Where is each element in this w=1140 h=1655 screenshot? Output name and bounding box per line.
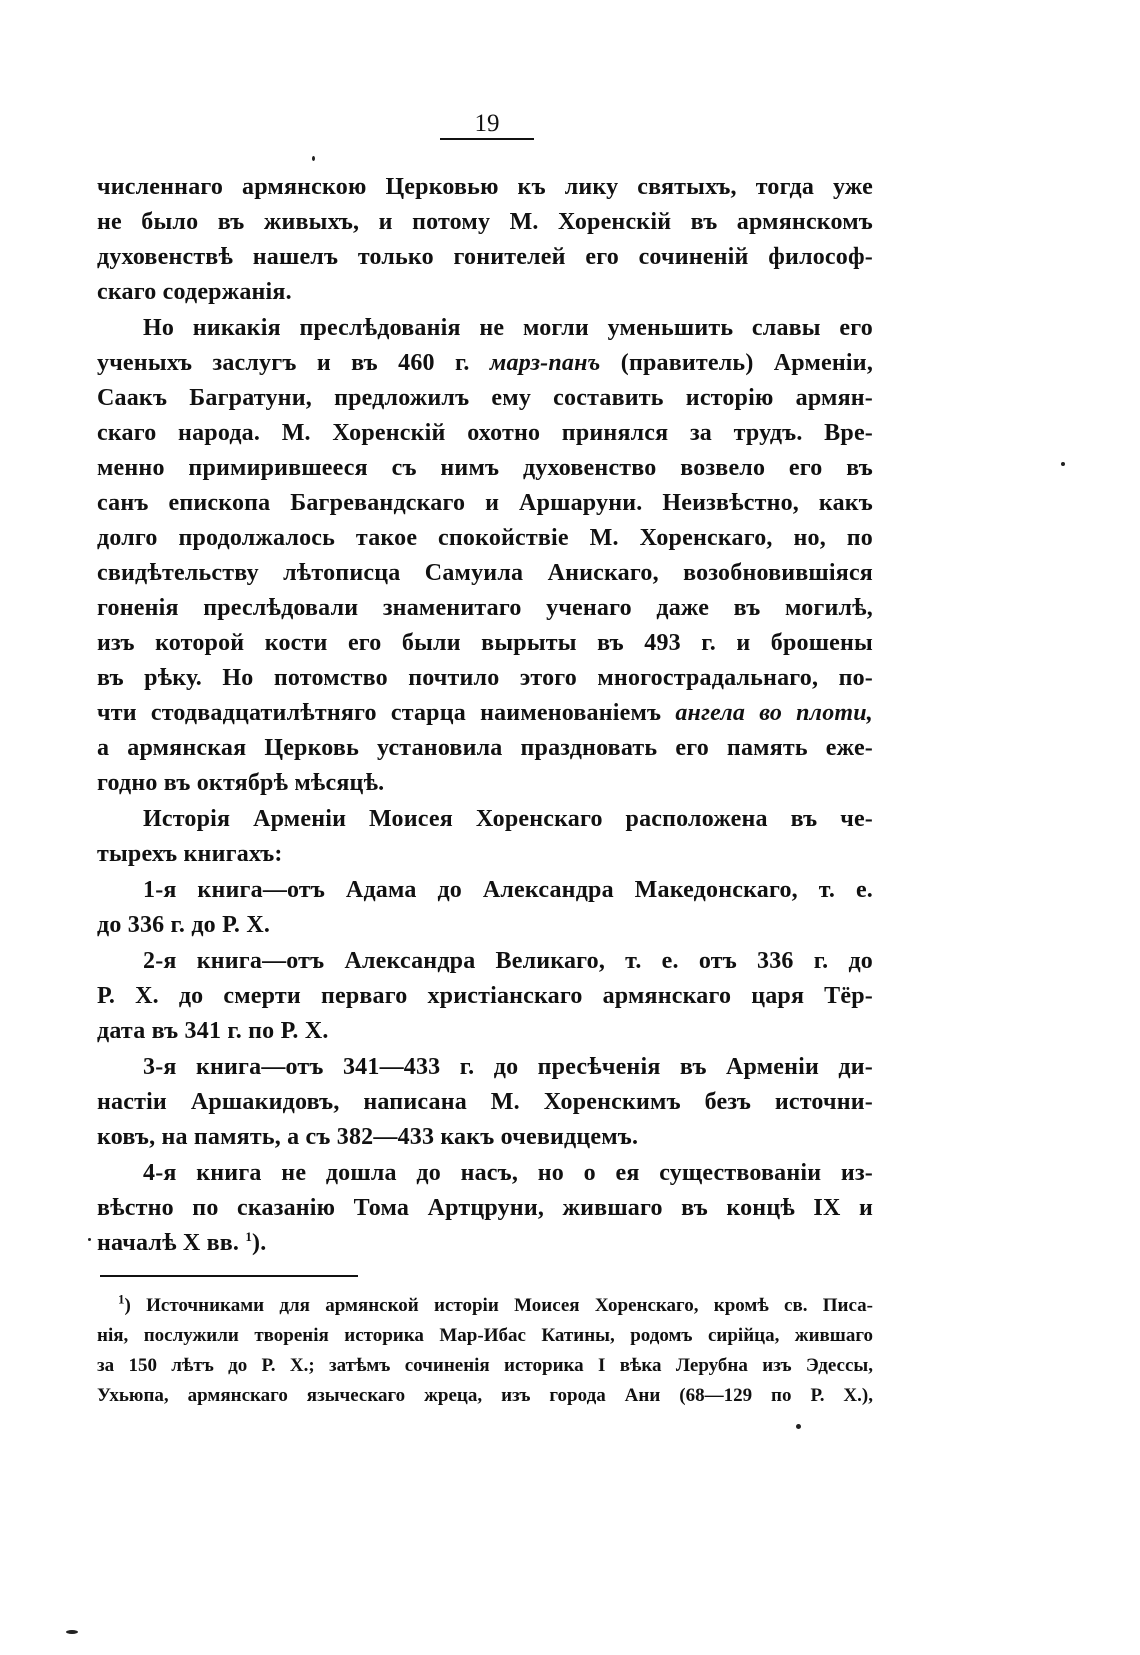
body-line: въ рѣку. Но потомство почтило этого многострадальнаго, по- — [97, 665, 873, 691]
book-list-item-4: 4-я книга не дошла до насъ, но о ея существованіи из- — [143, 1160, 873, 1186]
body-line: ковъ, на память, а съ 382—433 какъ очевидцемъ. — [97, 1124, 639, 1150]
body-line: свидѣтельству лѣтописца Самуила Анискаго, возобновившіяся — [97, 560, 873, 586]
body-line: Исторія Арменіи Моисея Хоренскаго расположена въ че- — [143, 806, 873, 832]
body-line: настіи Аршакидовъ, написана М. Хоренскимъ безъ источни- — [97, 1089, 873, 1115]
body-text-segment: ученыхъ заслугъ и въ 460 г. — [97, 350, 470, 376]
footnote-line — [118, 1292, 873, 1320]
body-line: духовенствѣ нашелъ только гонителей его сочиненій философ- — [97, 244, 873, 270]
page-number: 19 — [474, 110, 500, 137]
footnote-line: Ухьюпа, армянскаго языческаго жреца, изъ города Ани (68—129 по Р. Х.), — [97, 1385, 873, 1406]
body-line-with-italic — [97, 348, 873, 378]
body-line: численнаго армянскою Церковью къ лику святыхъ, тогда уже — [97, 174, 873, 200]
body-line: скаго народа. М. Хоренскій охотно принялся за трудъ. Вре- — [97, 420, 873, 446]
body-text-segment: (правитель) Арменіи, — [620, 350, 874, 376]
body-line: не было въ живыхъ, и потому М. Хоренскій въ армянскомъ — [97, 209, 873, 235]
body-line: Р. Х. до смерти перваго христіанскаго армянскаго царя Тёр- — [97, 983, 873, 1009]
body-line: санъ епископа Багревандскаго и Аршаруни. Неизвѣстно, какъ — [97, 490, 873, 516]
print-speck — [312, 156, 315, 161]
footnote-separator — [100, 1275, 358, 1277]
body-line-with-footnote-ref — [97, 1228, 873, 1258]
body-line: до 336 г. до Р. Х. — [97, 912, 271, 938]
print-speck — [88, 1238, 91, 1241]
italic-term: ангела во плоти, — [675, 700, 874, 726]
footnote-marker: 1 — [118, 1291, 125, 1307]
body-line: гоненія преслѣдовали знаменитаго ученаго даже въ могилѣ, — [97, 595, 873, 621]
body-text-segment: началѣ X вв. — [97, 1230, 240, 1256]
body-line: скаго содержанія. — [97, 279, 292, 305]
book-list-item-2: 2-я книга—отъ Александра Великаго, т. е. отъ 336 г. до — [143, 948, 873, 974]
body-line: годно въ октябрѣ мѣсяцѣ. — [97, 770, 385, 796]
book-list-item-1: 1-я книга—отъ Адама до Александра Македонскаго, т. е. — [143, 877, 873, 903]
print-speck — [796, 1424, 801, 1429]
body-line: а армянская Церковь установила праздновать его память еже- — [97, 735, 873, 761]
print-speck — [66, 1630, 78, 1634]
body-line: вѣстно по сказанію Тома Артцруни, жившаго въ концѣ IX и — [97, 1195, 873, 1221]
footnote-line: за 150 лѣтъ до Р. Х.; затѣмъ сочиненія историка I вѣка Лерубна изъ Эдессы, — [97, 1355, 873, 1376]
body-line: изъ которой кости его были вырыты въ 493 г. и брошены — [97, 630, 873, 656]
body-line: Саакъ Багратуни, предложилъ ему составить исторію армян- — [97, 385, 873, 411]
body-line: долго продолжалось такое спокойствіе М. Хоренскаго, но, по — [97, 525, 873, 551]
body-line: менно примирившееся съ нимъ духовенство возвело его въ — [97, 455, 873, 481]
footnote-reference[interactable]: 1 — [245, 1229, 253, 1244]
body-text-segment: чти стодвадцатилѣтняго старца наименованіемъ — [97, 700, 662, 726]
body-line: дата въ 341 г. по Р. Х. — [97, 1018, 329, 1044]
book-list-item-3: 3-я книга—отъ 341—433 г. до пресѣченія въ Арменіи ди- — [143, 1054, 873, 1080]
body-line-with-italic — [97, 698, 873, 728]
body-text-segment: ). — [252, 1230, 267, 1256]
italic-term: марз-панъ — [489, 350, 601, 376]
footnote-line: нія, послужили творенія историка Мар-Ибас Катины, родомъ сирійца, жившаго — [97, 1325, 873, 1346]
body-line: тырехъ книгахъ: — [97, 841, 283, 867]
print-speck — [1061, 462, 1065, 466]
body-line: Но никакія преслѣдованія не могли уменьшить славы его — [143, 315, 873, 341]
footnote-text-segment: ) Источниками для армянской исторіи Моисея Хоренскаго, кромѣ св. Писа- — [124, 1295, 873, 1316]
page-number-underline — [440, 138, 534, 140]
